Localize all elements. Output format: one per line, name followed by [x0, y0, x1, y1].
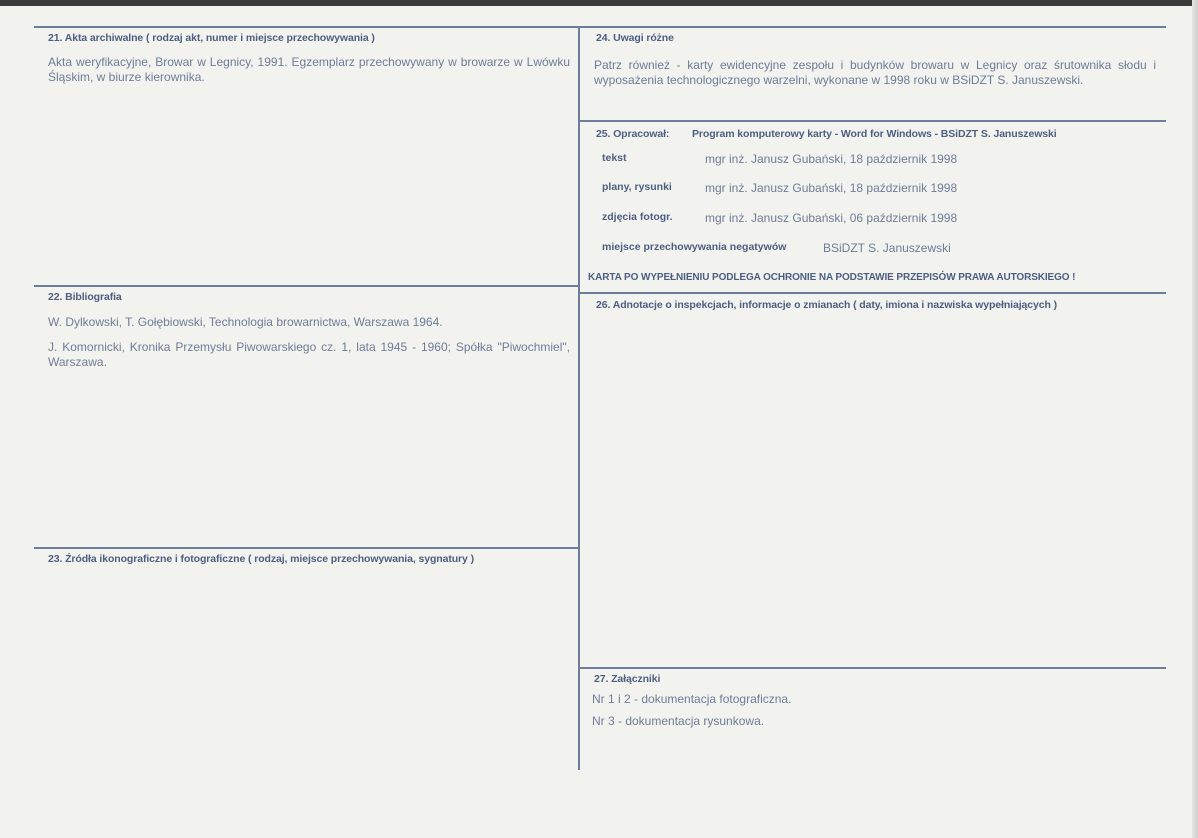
negatives-location-label: miejsce przechowywania negatywów — [602, 241, 787, 253]
bibliography-item: W. Dylkowski, T. Gołębiowski, Technologia browarnictwa, Warszawa 1964. — [48, 315, 443, 329]
section-26-heading: 26. Adnotacje o inspekcjach, informacje o zmianach ( daty, imiona i nazwiska wypełniających ) — [596, 299, 1058, 311]
authored-text-label: tekst — [602, 152, 627, 164]
divider-23-top — [34, 547, 580, 549]
section-25-program: Program komputerowy karty - Word for Windows - BSiDZT S. Januszewski — [692, 128, 1057, 140]
section-25-heading: 25. Opracował: — [596, 128, 670, 140]
section-23-heading: 23. Źródła ikonograficzne i fotograficzne ( rodzaj, miejsce przechowywania, sygnatury ) — [48, 553, 474, 565]
attachment-item: Nr 3 - dokumentacja rysunkowa. — [592, 714, 765, 728]
copyright-notice: KARTA PO WYPEŁNIENIU PODLEGA OCHRONIE NA PODSTAWIE PRZEPISÓW PRAWA AUTORSKIEGO ! — [588, 272, 1076, 283]
photos-value: mgr inż. Janusz Gubański, 06 październik 1998 — [705, 211, 958, 225]
negatives-location-value: BSiDZT S. Januszewski — [823, 241, 951, 255]
authored-text-value: mgr inż. Janusz Gubański, 18 październik 1998 — [705, 152, 958, 166]
plans-drawings-value: mgr inż. Janusz Gubański, 18 październik 1998 — [705, 181, 958, 195]
section-24-text: Patrz również - karty ewidencyjne zespołu i budynków browaru w Legnicy oraz śrutownika słodu i wyposażenia technologicznego warzelni, wykonane w 1998 roku w BSiDZT S. Januszewski. — [594, 58, 1156, 87]
attachment-item: Nr 1 i 2 - dokumentacja fotograficzna. — [592, 692, 792, 706]
section-24-heading: 24. Uwagi różne — [596, 32, 674, 44]
section-21-text: Akta weryfikacyjne, Browar w Legnicy, 1991. Egzemplarz przechowywany w browarze w Lwówku Śląskim, w biurze kierownika. — [48, 55, 570, 84]
section-22-heading: 22. Bibliografia — [48, 291, 122, 303]
divider-27-top — [580, 667, 1166, 669]
section-27-heading: 27. Załączniki — [594, 673, 661, 685]
photos-label: zdjęcia fotogr. — [602, 211, 673, 223]
divider-top-left — [34, 26, 580, 28]
divider-22-top — [34, 285, 580, 287]
divider-center-vertical — [578, 26, 580, 770]
divider-25-top — [580, 120, 1166, 122]
divider-26-top — [580, 292, 1166, 294]
section-21-heading: 21. Akta archiwalne ( rodzaj akt, numer i miejsce przechowywania ) — [48, 32, 375, 44]
divider-top-right — [580, 26, 1166, 28]
scan-edge-right — [1192, 0, 1198, 838]
plans-drawings-label: plany, rysunki — [602, 181, 672, 193]
scan-edge-top — [0, 0, 1198, 6]
bibliography-item: J. Komornicki, Kronika Przemysłu Piwowarskiego cz. 1, lata 1945 - 1960; Spółka "Piwochmiel", Warszawa. — [48, 340, 570, 369]
